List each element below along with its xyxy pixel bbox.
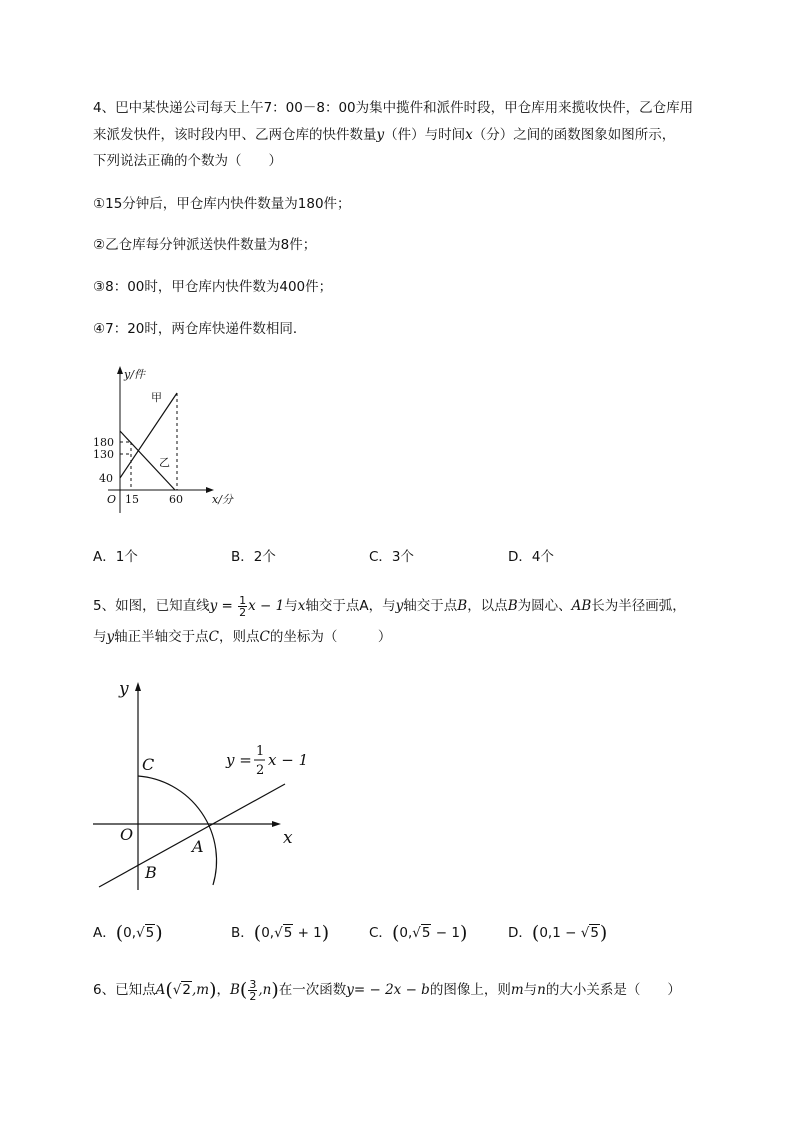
q5-option-a: A．(0,√5)	[93, 922, 163, 944]
q4-line1: 4、巴中某快递公司每天上午7：00－8：00为集中揽件和派件时段，甲仓库用来揽收快件，乙仓库用	[93, 100, 694, 116]
q4-option-d: D．4个	[508, 549, 554, 565]
q5-x-label: x	[283, 828, 293, 848]
q4-xtick-60: 60	[169, 493, 183, 506]
q4-line2	[93, 125, 675, 145]
q4-option-c: C．3个	[369, 549, 415, 565]
q5-eq-rest: x − 1	[248, 598, 285, 614]
q4-line2a: 来派发快件，该时段内甲、乙两仓库的快件数量	[93, 127, 377, 143]
q5-eq-den: 2	[256, 763, 265, 778]
q5-origin-label: O	[120, 825, 134, 844]
q4-function-graph	[80, 360, 250, 520]
q4-line2b: （件）与时间	[384, 127, 466, 143]
q5-line1: 5、如图，已知直线y = $\frac{1}{2}$ x − 1与x轴交于点A，与y轴交于点B，以点B为圆心、AB长为半径画弧，	[93, 593, 686, 619]
q4-origin-label: O	[107, 493, 117, 506]
q5-eq-y: y	[209, 598, 218, 614]
q4-label-yi: 乙	[159, 456, 170, 469]
q6-fraction: $\frac{3}{2}$	[249, 977, 257, 1003]
q5-option-b: B．(0,√5 + 1)	[231, 922, 330, 944]
q5-l1a: 5、如图，已知直线	[93, 598, 210, 614]
q4-line2c: （分）之间的函数图象如图所示，	[472, 127, 676, 143]
q5-x-arrow	[272, 821, 281, 827]
q5-eq-lhs: y =	[226, 751, 252, 769]
q4-xtick-15: 15	[125, 493, 139, 506]
q4-y-arrow	[117, 366, 123, 374]
q5-y-arrow	[135, 682, 141, 691]
q5-y-label: y	[119, 679, 129, 699]
q4-option-a: A．1个	[93, 549, 138, 565]
q5-point-c-label: C	[142, 755, 155, 774]
q4-statement-3: ③8：00时，甲仓库内快件数为400件；	[93, 279, 333, 295]
q6-line: 6、已知点A(√2,m)，B( $\frac{3}{2}$ ,n)在一次函数y= − 2x − b的图像上，则m与n的大小关系是（ ）	[93, 977, 681, 1003]
q4-ytick-180: 180	[93, 436, 114, 449]
q4-var-x: x	[465, 127, 473, 143]
q4-line3: 下列说法正确的个数为（ ）	[93, 153, 282, 169]
q4-option-b: B．2个	[231, 549, 276, 565]
q5-line2: 与y轴正半轴交于点C，则点C的坐标为（ ）	[93, 629, 392, 645]
q5-option-d: D．(0,1 − √5)	[508, 922, 608, 944]
q4-x-axis-label: x/分	[212, 493, 233, 506]
q4-statement-4: ④7：20时，两仓库快递件数相同．	[93, 321, 307, 337]
q5-geometry-figure	[85, 672, 315, 894]
q5-eq-sign: =	[217, 598, 238, 614]
q4-y-axis-label: y/件	[124, 368, 145, 381]
q4-statement-1: ①15分钟后，甲仓库内快件数量为180件；	[93, 196, 351, 212]
q4-label-jia: 甲	[151, 391, 162, 404]
q5-point-a-label: A	[192, 837, 204, 856]
q4-ytick-130: 130	[93, 448, 114, 461]
q5-eq-num: 1	[256, 744, 265, 759]
q5-point-b-label: B	[145, 863, 157, 882]
q4-statement-2: ②乙仓库每分钟派送快件数量为8件；	[93, 237, 317, 253]
q4-var-y: y	[376, 127, 385, 143]
q5-eq-fraction: $\frac{1}{2}$	[239, 593, 247, 619]
q4-ytick-40: 40	[99, 472, 113, 485]
q5-eq-rhs: x − 1	[268, 751, 309, 769]
q5-option-c: C．(0,√5 − 1)	[369, 922, 468, 944]
